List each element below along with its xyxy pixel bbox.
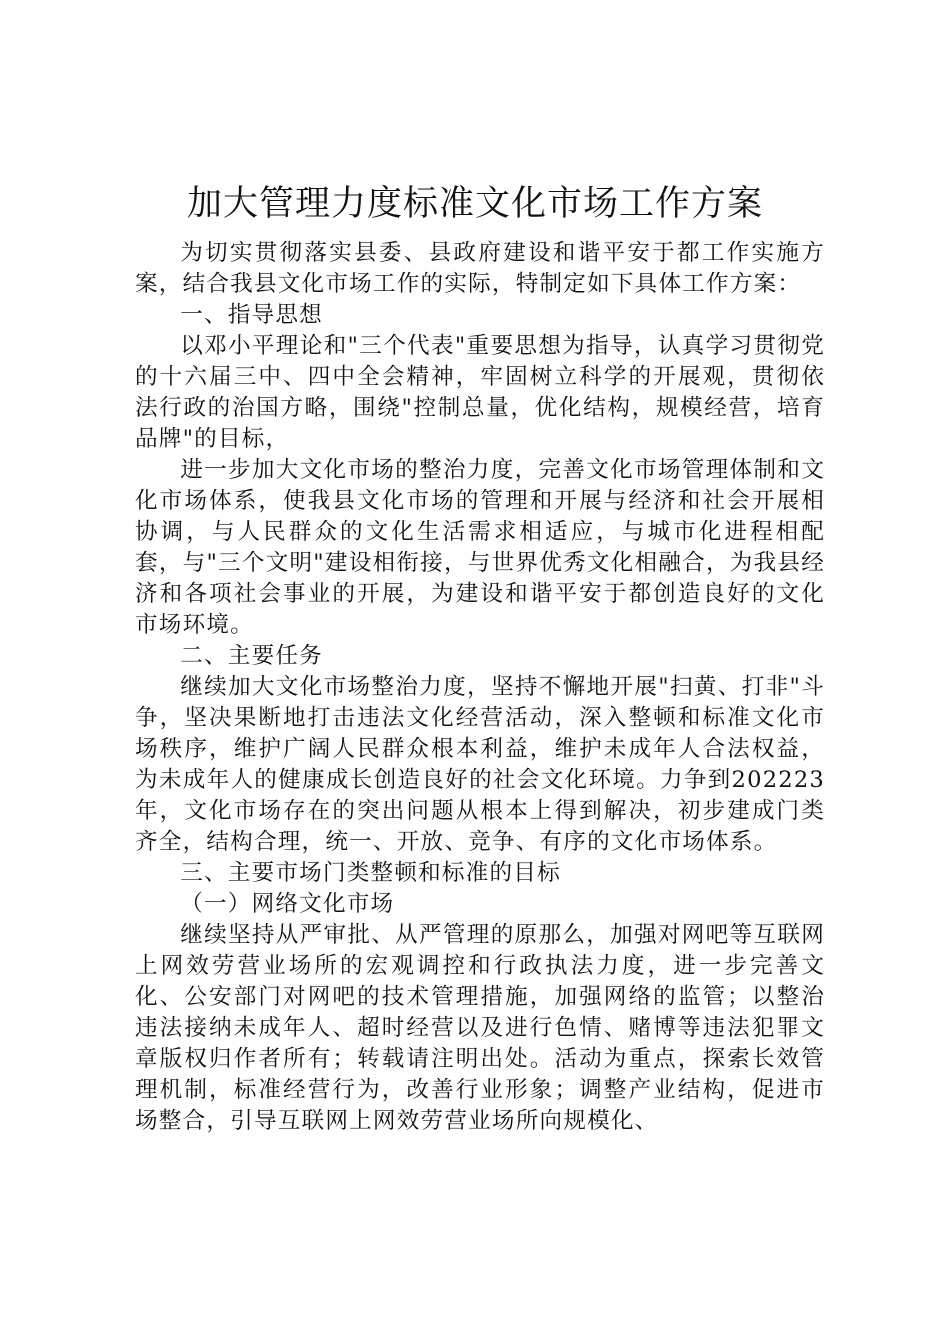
section-heading-main-tasks: 二、主要任务 <box>180 643 323 669</box>
subsection-heading-network-market: （一）网络文化市场 <box>180 891 395 917</box>
document-title: 加大管理力度标准文化市场工作方案 <box>186 184 763 224</box>
paragraph-guiding-thought: 以邓小平理论和"三个代表"重要思想为指导，认真学习贯彻党的十六届三中、四中全会精神，牢固树立科学的开展观，贯彻依法行政的治国方略，围绕"控制总量，优化结构，规模经营，培育品牌"的目标， <box>135 333 825 452</box>
paragraph-goals: 进一步加大文化市场的整治力度，完善文化市场管理体制和文化市场体系，使我县文化市场的管理和开展与经济和社会开展相协调，与人民群众的文化生活需求相适应，与城市化进程相配套，与"三个文明"建设相衔接，与世界优秀文化相融合，为我县经济和各项社会事业的开展，为建设和谐平安于都创造良好的文化市场环境。 <box>135 457 825 638</box>
paragraph-main-tasks: 继续加大文化市场整治力度，坚持不懈地开展"扫黄、打非"斗争，坚决果断地打击违法文化经营活动，深入整顿和标准文化市场秩序，维护广阔人民群众根本利益，维护未成年人合法权益，为未成年人的健康成长创造良好的社会文化环境。力争到202223年，文化市场存在的突出问题从根本上得到解决，初步建成门类齐全，结构合理，统一、开放、竞争、有序的文化市场体系。 <box>135 674 825 855</box>
section-heading-guiding-thought: 一、指导思想 <box>180 302 323 328</box>
paragraph-network-market: 继续坚持从严审批、从严管理的原那么，加强对网吧等互联网上网效劳营业场所的宏观调控和行政执法力度，进一步完善文化、公安部门对网吧的技术管理措施，加强网络的监管；以整治违法接纳未成年人、超时经营以及进行色情、赌博等违法犯罪文章版权归作者所有；转载请注明出处。活动为重点，探索长效管理机制，标准经营行为，改善行业形象；调整产业结构，促进市场整合，引导互联网上网效劳营业场所向规模化、 <box>135 922 825 1134</box>
document-body <box>135 238 825 1137</box>
section-heading-market-targets: 三、主要市场门类整顿和标准的目标 <box>180 860 561 886</box>
paragraph-intro: 为切实贯彻落实县委、县政府建设和谐平安于都工作实施方案，结合我县文化市场工作的实际，特制定如下具体工作方案： <box>135 240 825 297</box>
